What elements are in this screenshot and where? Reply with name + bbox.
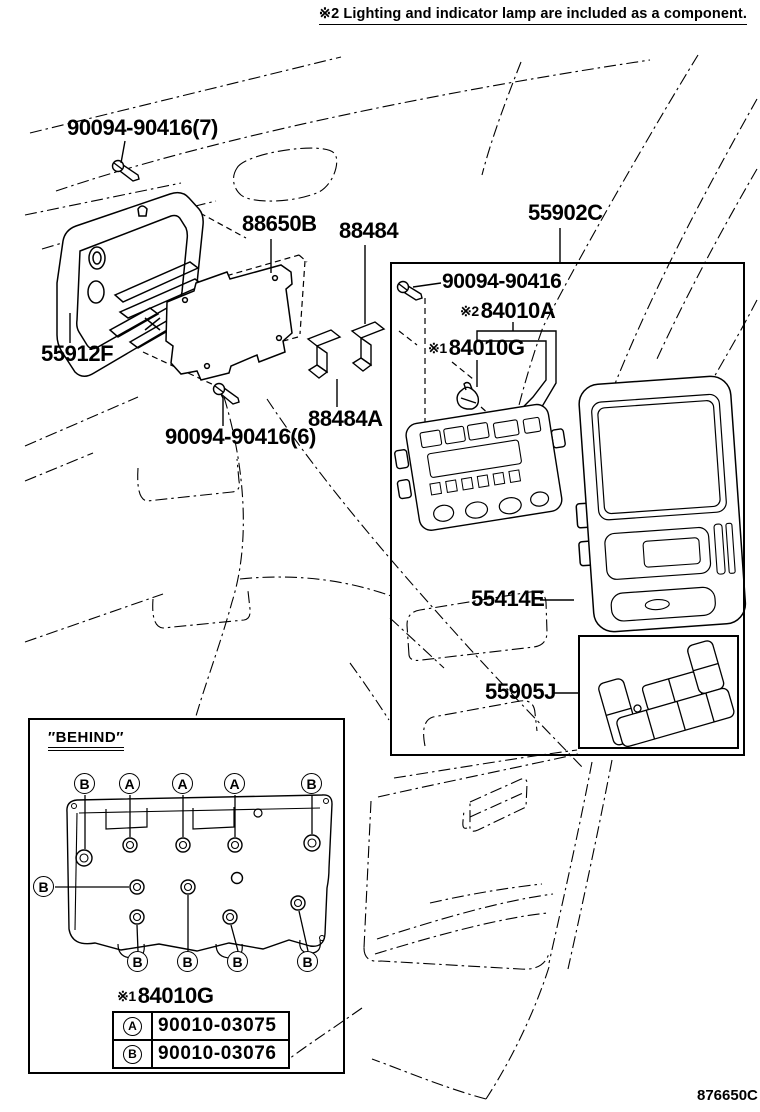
label-bracket: 88484: [339, 218, 399, 243]
figure-number: 876650C: [697, 1087, 758, 1104]
table-part-cell: 90010-03075: [158, 1015, 277, 1036]
label-lamp-g-behind: [117, 985, 214, 1007]
callout-bottom-b4: B: [297, 951, 318, 972]
callout-a-icon: A: [123, 1017, 142, 1036]
label-switch-panel: 55905J: [485, 679, 557, 704]
label-screw-lower: 90094-90416(6): [165, 424, 316, 449]
detail-box-55905j: [578, 635, 739, 749]
bracket-88484a-drawing: [308, 330, 340, 378]
bracket-88484-drawing: [352, 322, 384, 371]
callout-bottom-b1: B: [127, 951, 148, 972]
callout-b-icon: B: [123, 1045, 142, 1064]
label-screw-box: 90094-90416: [442, 270, 562, 293]
screw-icon-lower: [214, 384, 240, 405]
label-cluster-finish-panel: 55902C: [528, 200, 603, 225]
lamp-g-number: 84010G: [448, 335, 525, 360]
ref-mark-1-behind: ※1: [117, 988, 136, 1004]
callout-top-a3: A: [224, 773, 245, 794]
table-row: [114, 1039, 288, 1067]
callout-left-b: B: [33, 876, 54, 897]
label-bracket-a: 88484A: [308, 406, 383, 431]
label-lamp-a: [460, 300, 555, 322]
ref-mark-2: ※2: [460, 303, 479, 319]
callout-top-b1: B: [74, 773, 95, 794]
note: ※2 Lighting and indicator lamp are included as a component.: [319, 6, 747, 25]
table-key-cell: [114, 1041, 153, 1067]
behind-title: ″BEHIND″: [48, 729, 124, 751]
callout-bottom-b3: B: [227, 951, 248, 972]
label-amplifier-bracket: 88650B: [242, 211, 317, 236]
label-center-bezel: 55414E: [471, 586, 545, 611]
label-lamp-g: [428, 337, 525, 359]
screw-icon-upper: [113, 161, 140, 182]
lamp-part-table: [112, 1011, 290, 1069]
label-instrument-panel-box: 55912F: [41, 341, 114, 366]
table-part-cell: 90010-03076: [158, 1043, 277, 1064]
ref-mark-1: ※1: [428, 340, 447, 356]
callout-top-a2: A: [172, 773, 193, 794]
table-row: [114, 1013, 288, 1039]
label-screw-upper: 90094-90416(7): [67, 115, 218, 140]
callout-top-a1: A: [119, 773, 140, 794]
callout-top-b2: B: [301, 773, 322, 794]
lamp-g-number-behind: 84010G: [137, 983, 214, 1008]
lamp-a-number: 84010A: [480, 298, 556, 323]
table-key-cell: [114, 1013, 153, 1039]
callout-bottom-b2: B: [177, 951, 198, 972]
